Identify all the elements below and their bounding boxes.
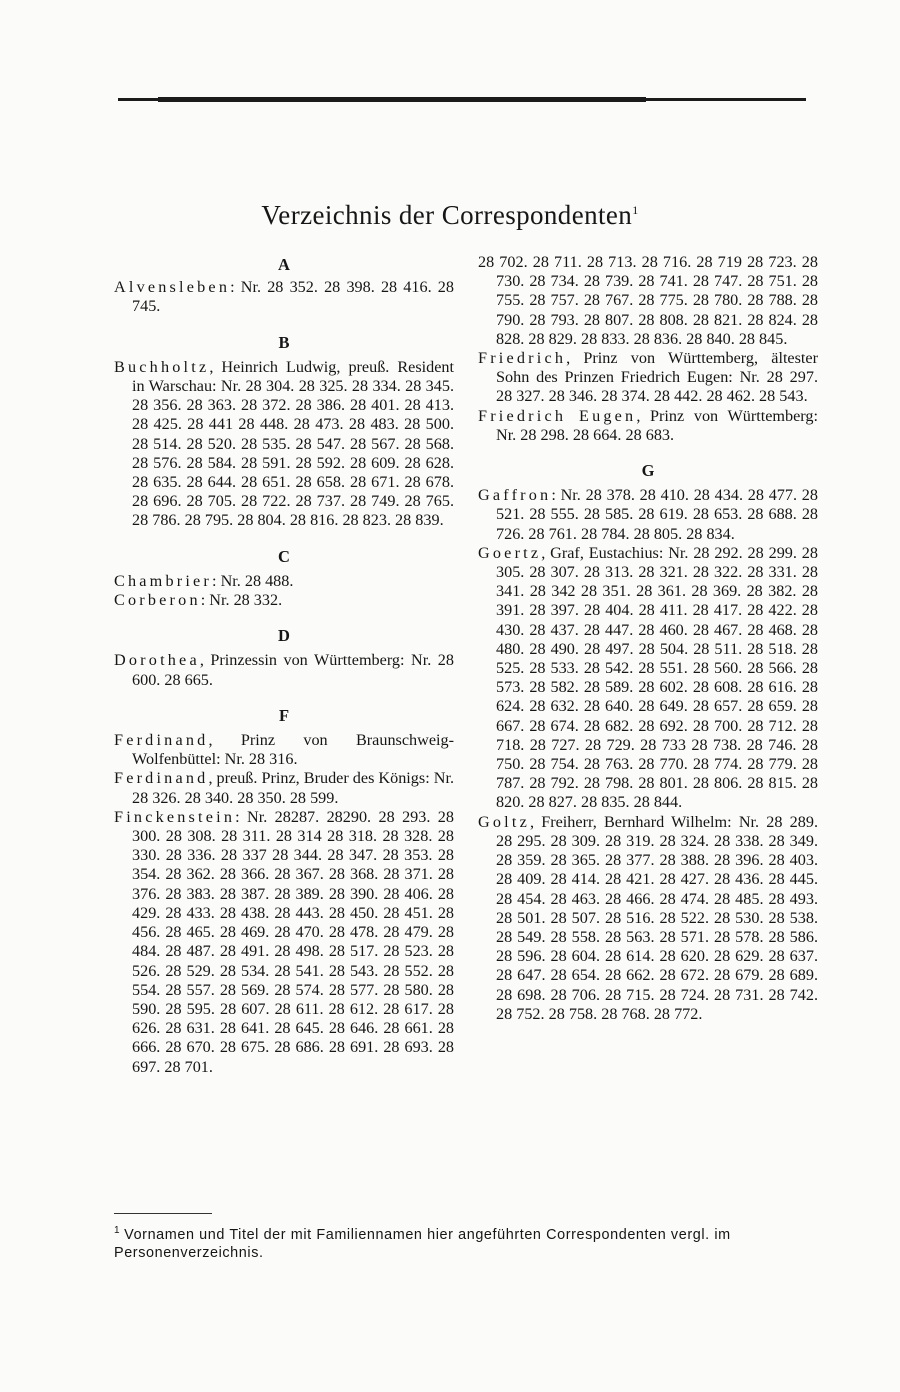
header-rule xyxy=(118,98,806,101)
page-title xyxy=(0,200,900,231)
footnote-text: Vornamen und Titel der mit Familiennamen hier angeführten Correspondenten vergl. im Personenverzeichnis. xyxy=(114,1226,731,1261)
entry-name: Alvensleben xyxy=(114,278,231,297)
index-entry xyxy=(478,813,818,1024)
index-entry xyxy=(114,731,454,769)
entry-numbers: , Freiherr, Bernhard Wilhelm: Nr. 28 289. 28 295. 28 309. 28 319. 28 324. 28 338. 28 349. 28 359. 28 365. 28 377. 28 388. 28 396. 28 403. 28 409. 28 414. 28 421. 28 427. 28 436. 28 445. 28 454. 28 463. 28 466. 28 474. 28 485. 28 493. 28 501. 28 507. 28 516. 28 522. 28 530. 28 538. 28 549. 28 558. 28 563. 28 571. 28 578. 28 586. 28 596. 28 604. 28 614. 28 620. 28 629. 28 637. 28 647. 28 654. 28 662. 28 672. 28 679. 28 689. 28 698. 28 706. 28 715. 28 724. 28 731. 28 742. 28 752. 28 758. 28 768. 28 772. xyxy=(496,812,818,1023)
left-column xyxy=(114,253,454,1077)
index-entry xyxy=(114,572,454,591)
index-entry xyxy=(478,349,818,407)
right-column xyxy=(478,253,818,1024)
entry-numbers: , Heinrich Ludwig, preuß. Resident in Warschau: Nr. 28 304. 28 325. 28 334. 28 345. 28 356. 28 363. 28 372. 28 386. 28 401. 28 413. 28 425. 28 441 28 448. 28 473. 28 483. 28 500. 28 514. 28 520. 28 535. 28 547. 28 567. 28 568. 28 576. 28 584. 28 591. 28 592. 28 609. 28 628. 28 635. 28 644. 28 651. 28 658. 28 671. 28 678. 28 696. 28 705. 28 722. 28 737. 28 749. 28 765. 28 786. 28 795. 28 804. 28 816. 28 823. 28 839. xyxy=(132,357,454,530)
section-letter-d: D xyxy=(278,626,290,646)
footnote-rule xyxy=(114,1213,212,1214)
index-entry xyxy=(478,544,818,813)
section-letter-b: B xyxy=(278,332,290,352)
entry-name: Corberon xyxy=(114,591,201,610)
entry-name: Gaffron xyxy=(478,486,552,505)
entry-numbers: , preuß. Prinz, Bruder des Königs: Nr. 28 326. 28 340. 28 350. 28 599. xyxy=(132,769,454,807)
entry-numbers: : Nr. 28 352. 28 398. 28 416. 28 745. xyxy=(132,278,454,316)
index-entry xyxy=(114,358,454,531)
index-entry xyxy=(114,651,454,689)
footnote xyxy=(114,1222,814,1262)
index-entry xyxy=(114,769,454,807)
entry-numbers: , Graf, Eustachius: Nr. 28 292. 28 299. 28 305. 28 307. 28 313. 28 321. 28 322. 28 331. 28 341. 28 342 28 351. 28 361. 28 369. 28 382. 28 391. 28 397. 28 404. 28 411. 28 417. 28 422. 28 430. 28 437. 28 447. 28 460. 28 467. 28 468. 28 480. 28 490. 28 497. 28 504. 28 511. 28 518. 28 525. 28 533. 28 542. 28 551. 28 560. 28 566. 28 573. 28 582. 28 589. 28 602. 28 608. 28 616. 28 624. 28 632. 28 640. 28 649. 28 657. 28 659. 28 667. 28 674. 28 682. 28 692. 28 700. 28 712. 28 718. 28 727. 28 729. 28 733 28 738. 28 746. 28 750. 28 754. 28 763. 28 770. 28 774. 28 779. 28 787. 28 792. 28 798. 28 801. 28 806. 28 815. 28 820. 28 827. 28 835. 28 844. xyxy=(496,543,818,812)
entry-name: Chambrier xyxy=(114,571,213,590)
footnote-mark: 1 xyxy=(114,1225,121,1236)
entry-numbers: : Nr. 28 332. xyxy=(200,591,283,610)
entry-numbers: : Nr. 28 488. xyxy=(212,571,294,590)
entry-numbers: , Prinz von Braunschweig-Wolfenbüttel: Nr. 28 316. xyxy=(132,731,454,769)
index-entry xyxy=(478,486,818,544)
entry-name: Finckenstein xyxy=(114,807,236,826)
entry-name: Goltz xyxy=(478,812,530,831)
entry-name: Ferdinand xyxy=(114,731,209,750)
page-title-text: Verzeichnis der Correspondenten xyxy=(261,200,633,230)
entry-name: Friedrich Eugen xyxy=(478,406,637,425)
entry-name: Friedrich xyxy=(478,349,567,368)
index-entry xyxy=(114,808,454,1077)
section-letter-g: G xyxy=(641,461,655,481)
entry-numbers: , Prinz von Württemberg: Nr. 28 298. 28 664. 28 683. xyxy=(496,406,818,444)
index-entry xyxy=(114,591,454,610)
entry-name: Buchholtz xyxy=(114,357,210,376)
section-letter-f: F xyxy=(278,705,290,725)
entry-name: Goertz xyxy=(478,543,542,562)
entry-numbers: , Prinzessin von Württemberg: Nr. 28 600. 28 665. xyxy=(132,651,454,689)
entry-numbers: , Prinz von Württemberg, ältester Sohn des Prinzen Friedrich Eugen: Nr. 28 297. 28 327. 28 346. 28 374. 28 442. 28 462. 28 543. xyxy=(496,349,818,406)
index-entry xyxy=(478,407,818,445)
index-entry xyxy=(114,278,454,316)
entry-numbers: 28 702. 28 711. 28 713. 28 716. 28 719 28 723. 28 730. 28 734. 28 739. 28 741. 28 747. 28 751. 28 755. 28 757. 28 767. 28 775. 28 780. 28 788. 28 790. 28 793. 28 807. 28 808. 28 821. 28 824. 28 828. 28 829. 28 833. 28 836. 28 840. 28 845. xyxy=(478,253,818,348)
title-footnote-mark: 1 xyxy=(632,203,639,217)
entry-numbers: : Nr. 28287. 28290. 28 293. 28 300. 28 308. 28 311. 28 314 28 318. 28 328. 28 330. 28 336. 28 337 28 344. 28 347. 28 353. 28 354. 28 362. 28 366. 28 367. 28 368. 28 371. 28 376. 28 383. 28 387. 28 389. 28 390. 28 406. 28 429. 28 433. 28 438. 28 443. 28 450. 28 451. 28 456. 28 465. 28 469. 28 470. 28 478. 28 479. 28 484. 28 487. 28 491. 28 498. 28 517. 28 523. 28 526. 28 529. 28 534. 28 541. 28 543. 28 552. 28 554. 28 557. 28 569. 28 574. 28 577. 28 580. 28 590. 28 595. 28 607. 28 611. 28 612. 28 617. 28 626. 28 631. 28 641. 28 645. 28 646. 28 661. 28 666. 28 670. 28 675. 28 686. 28 691. 28 693. 28 697. 28 701. xyxy=(132,807,454,1076)
section-letter-a: A xyxy=(278,255,290,274)
entry-numbers: : Nr. 28 378. 28 410. 28 434. 28 477. 28 521. 28 555. 28 585. 28 619. 28 653. 28 688. 28 726. 28 761. 28 784. 28 805. 28 834. xyxy=(496,486,818,543)
section-letter-c: C xyxy=(278,546,290,566)
entry-name: Dorothea xyxy=(114,651,200,670)
index-entry xyxy=(478,253,818,349)
entry-name: Ferdinand xyxy=(114,769,209,788)
